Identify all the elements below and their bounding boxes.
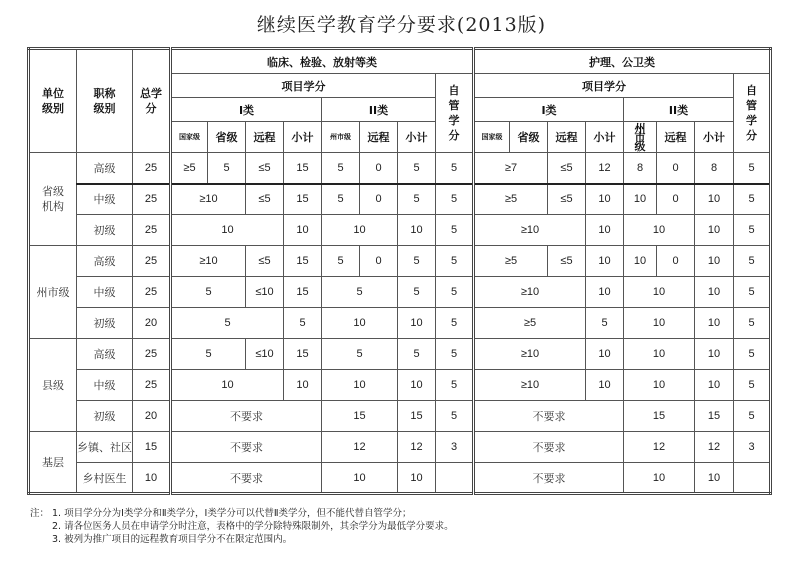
total-cell: 25: [133, 370, 171, 401]
total-cell: 20: [133, 308, 171, 339]
cell: 10: [398, 308, 436, 339]
cell: 5: [734, 370, 771, 401]
total-cell: 10: [133, 463, 171, 494]
header-sub-b-remote-1: 远程: [548, 122, 586, 153]
header-sub-b-prefecture: 州市级: [624, 122, 657, 153]
table-row: [29, 246, 771, 277]
credit-requirements-table: [27, 47, 772, 495]
cell: 12: [398, 432, 436, 463]
table-row: [29, 308, 771, 339]
cell: 不要求: [171, 463, 322, 494]
cell: 10: [586, 215, 624, 246]
title-level-cell: 初级: [77, 308, 133, 339]
cell: 5: [436, 401, 474, 432]
cell: ≥5: [474, 308, 586, 339]
cell: 5: [734, 246, 771, 277]
cell: 5: [734, 184, 771, 215]
cell: 10: [624, 246, 657, 277]
header-sub-a-prefecture: 州市级: [322, 122, 360, 153]
cell: 10: [586, 277, 624, 308]
cell: 10: [624, 215, 695, 246]
cell: 0: [657, 184, 695, 215]
cell: 5: [171, 308, 284, 339]
cell: ≥5: [474, 246, 548, 277]
table-row: [29, 401, 771, 432]
total-cell: 25: [133, 184, 171, 215]
cell: 15: [695, 401, 734, 432]
table-row: [29, 463, 771, 494]
header-row-1: [29, 49, 771, 74]
cell: 10: [695, 370, 734, 401]
header-class-1-b: I类: [474, 98, 624, 122]
cell: 15: [398, 401, 436, 432]
table-row: [29, 432, 771, 463]
header-sub-a-remote-2: 远程: [360, 122, 398, 153]
cell: 0: [360, 246, 398, 277]
header-class-2-a: II类: [322, 98, 436, 122]
cell: 5: [208, 153, 246, 184]
header-group-nursing: 护理、公卫类: [474, 49, 771, 74]
cell: 10: [171, 215, 284, 246]
header-sub-b-subtotal-2: 小计: [695, 122, 734, 153]
cell: 15: [284, 339, 322, 370]
cell: ≥10: [474, 339, 586, 370]
cell: 10: [624, 277, 695, 308]
total-cell: 25: [133, 153, 171, 184]
cell: 10: [695, 339, 734, 370]
total-cell: 25: [133, 246, 171, 277]
cell: 8: [624, 153, 657, 184]
cell: ≥10: [474, 277, 586, 308]
cell: ≤5: [548, 153, 586, 184]
cell: 10: [586, 339, 624, 370]
table-row: [29, 339, 771, 370]
cell: 10: [695, 215, 734, 246]
cell: 10: [695, 184, 734, 215]
cell: ≤10: [246, 277, 284, 308]
total-cell: 25: [133, 215, 171, 246]
cell: 5: [322, 339, 398, 370]
cell: 12: [695, 432, 734, 463]
cell: 5: [398, 184, 436, 215]
header-sub-b-provincial: 省级: [510, 122, 548, 153]
cell: 15: [284, 277, 322, 308]
cell: 10: [695, 308, 734, 339]
unit-level-cell: 州市级: [29, 246, 77, 339]
cell: 10: [695, 463, 734, 494]
title-level-cell: 中级: [77, 370, 133, 401]
cell: 0: [360, 184, 398, 215]
cell: 5: [322, 153, 360, 184]
cell: 5: [398, 277, 436, 308]
cell: 0: [657, 153, 695, 184]
header-sub-b-subtotal-1: 小计: [586, 122, 624, 153]
header-total-credits: 总学分: [133, 49, 171, 153]
title-level-cell: 中级: [77, 184, 133, 215]
footnotes: [30, 507, 454, 546]
header-project-credits-b: 项目学分: [474, 74, 734, 98]
cell: ≥10: [474, 215, 586, 246]
total-cell: 15: [133, 432, 171, 463]
cell: 5: [436, 308, 474, 339]
cell: 15: [284, 184, 322, 215]
cell: 10: [586, 184, 624, 215]
cell: 10: [624, 339, 695, 370]
cell: 10: [398, 463, 436, 494]
cell: 不要求: [474, 432, 624, 463]
cell: 5: [171, 339, 246, 370]
cell: 12: [586, 153, 624, 184]
cell: 不要求: [474, 463, 624, 494]
footnote-3: [30, 533, 454, 546]
table-row: [29, 277, 771, 308]
cell: 10: [695, 246, 734, 277]
cell: 10: [398, 370, 436, 401]
cell: 不要求: [171, 432, 322, 463]
cell: 10: [695, 277, 734, 308]
unit-level-cell: 县级: [29, 339, 77, 432]
cell: ≥5: [474, 184, 548, 215]
cell: 10: [171, 370, 284, 401]
cell: 10: [398, 215, 436, 246]
table-row: [29, 215, 771, 246]
header-self-credits-a: 自管学分: [436, 74, 474, 153]
cell: 5: [436, 246, 474, 277]
header-self-credits-b: 自管学分: [734, 74, 771, 153]
cell: 5: [398, 153, 436, 184]
cell: 5: [734, 339, 771, 370]
cell: 5: [171, 277, 246, 308]
cell: 5: [436, 370, 474, 401]
cell: 不要求: [474, 401, 624, 432]
title-level-cell: 高级: [77, 246, 133, 277]
header-sub-a-subtotal-2: 小计: [398, 122, 436, 153]
cell: 10: [624, 308, 695, 339]
cell: 15: [624, 401, 695, 432]
header-sub-a-subtotal-1: 小计: [284, 122, 322, 153]
header-class-1-a: I类: [171, 98, 322, 122]
cell: 10: [624, 184, 657, 215]
cell: 5: [436, 339, 474, 370]
cell: 5: [284, 308, 322, 339]
cell: 10: [322, 463, 398, 494]
cell: 10: [322, 308, 398, 339]
header-sub-a-national: 国家级: [171, 122, 208, 153]
header-title-level: 职称级别: [77, 49, 133, 153]
cell: 0: [657, 246, 695, 277]
cell: ≤5: [548, 246, 586, 277]
cell: ≤5: [246, 153, 284, 184]
cell: ≤10: [246, 339, 284, 370]
cell: 5: [734, 401, 771, 432]
cell: ≤5: [246, 184, 284, 215]
cell: 0: [360, 153, 398, 184]
cell: [436, 463, 474, 494]
total-cell: 20: [133, 401, 171, 432]
cell: 15: [284, 153, 322, 184]
total-cell: 25: [133, 277, 171, 308]
cell: 5: [734, 215, 771, 246]
cell: 15: [322, 401, 398, 432]
cell: 10: [322, 370, 398, 401]
cell: 5: [322, 184, 360, 215]
header-project-credits-a: 项目学分: [171, 74, 436, 98]
footnote-1: [30, 507, 454, 520]
cell: ≥7: [474, 153, 548, 184]
header-sub-a-provincial: 省级: [208, 122, 246, 153]
page-title: 继续医学教育学分要求(2013版): [256, 14, 547, 36]
table-row: [29, 153, 771, 184]
footnote-prefix: 注：: [30, 508, 50, 519]
cell: 5: [436, 277, 474, 308]
cell: 5: [586, 308, 624, 339]
title-level-cell: 初级: [77, 215, 133, 246]
cell: ≥10: [474, 370, 586, 401]
unit-level-cell: 基层: [29, 432, 77, 494]
title-level-cell: 高级: [77, 153, 133, 184]
cell: 5: [436, 184, 474, 215]
cell: 不要求: [171, 401, 322, 432]
cell: 10: [284, 370, 322, 401]
header-class-2-b: II类: [624, 98, 734, 122]
cell: 5: [734, 308, 771, 339]
footnote-2: [30, 520, 454, 533]
header-sub-a-remote-1: 远程: [246, 122, 284, 153]
cell: 15: [284, 246, 322, 277]
total-cell: 25: [133, 339, 171, 370]
table-row: [29, 370, 771, 401]
cell: 10: [586, 246, 624, 277]
cell: 5: [322, 277, 398, 308]
table-row: [29, 184, 771, 215]
cell: ≤5: [246, 246, 284, 277]
title-level-cell: 中级: [77, 277, 133, 308]
cell: 12: [322, 432, 398, 463]
cell: ≤5: [548, 184, 586, 215]
title-level-cell: 高级: [77, 339, 133, 370]
cell: 10: [624, 370, 695, 401]
footnote-text: 1. 项目学分分为Ⅰ类学分和Ⅱ类学分，Ⅰ类学分可以代替Ⅱ类学分，但不能代替自管学分；: [52, 508, 412, 519]
title-level-cell: 初级: [77, 401, 133, 432]
cell: 12: [624, 432, 695, 463]
cell: 5: [734, 153, 771, 184]
title-level-cell: 乡镇、社区: [77, 432, 133, 463]
cell: 5: [734, 277, 771, 308]
footnote-text: 3. 被列为推广项目的远程教育项目学分不在限定范围内。: [52, 534, 293, 545]
cell: 5: [398, 246, 436, 277]
unit-level-cell: 省级机构: [29, 153, 77, 246]
cell: ≥10: [171, 184, 246, 215]
cell: 3: [436, 432, 474, 463]
cell: 5: [322, 246, 360, 277]
cell: 10: [284, 215, 322, 246]
header-sub-b-national: 国家级: [474, 122, 510, 153]
cell: ≥5: [171, 153, 208, 184]
title-level-cell: 乡村医生: [77, 463, 133, 494]
cell: 3: [734, 432, 771, 463]
header-sub-b-remote-2: 远程: [657, 122, 695, 153]
cell: [734, 463, 771, 494]
cell: 10: [586, 370, 624, 401]
cell: ≥10: [171, 246, 246, 277]
cell: 10: [624, 463, 695, 494]
cell: 5: [398, 339, 436, 370]
header-unit-level: 单位级别: [29, 49, 77, 153]
cell: 5: [436, 215, 474, 246]
cell: 5: [436, 153, 474, 184]
footnote-text: 2. 请各位医务人员在申请学分时注意，表格中的学分除特殊限制外，其余学分为最低学分要求。: [52, 521, 454, 532]
cell: 8: [695, 153, 734, 184]
cell: 10: [322, 215, 398, 246]
header-group-clinical: 临床、检验、放射等类: [171, 49, 474, 74]
